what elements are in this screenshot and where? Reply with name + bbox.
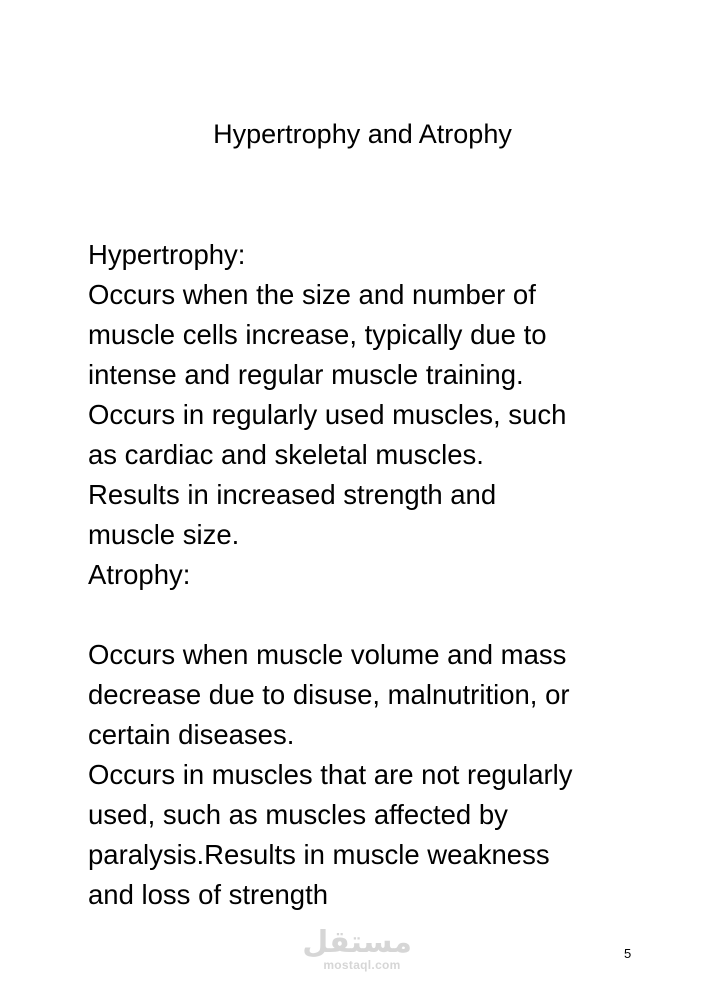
text-line: Occurs in muscles that are not regularly [88, 759, 573, 790]
page-title: Hypertrophy and Atrophy [213, 119, 512, 149]
text-line: muscle cells increase, typically due to [88, 319, 547, 350]
text-line: Occurs in regularly used muscles, such [88, 399, 567, 430]
section-heading-atrophy: Atrophy: [88, 559, 191, 590]
watermark-latin: mostaql.com [323, 958, 401, 972]
text-line: used, such as muscles affected by [88, 799, 508, 830]
text-line: muscle size. [88, 519, 240, 550]
text-line: certain diseases. [88, 719, 295, 750]
text-line: Results in increased strength and [88, 479, 497, 510]
section-heading-hypertrophy: Hypertrophy: [88, 239, 246, 270]
text-line: and loss of strength [88, 879, 329, 910]
text-line: paralysis.Results in muscle weakness [88, 839, 550, 870]
page-number: 5 [624, 946, 632, 961]
text-line: decrease due to disuse, malnutrition, or [88, 679, 570, 710]
text-line: as cardiac and skeletal muscles. [88, 439, 484, 470]
document-body [88, 235, 708, 915]
text-line: Occurs when the size and number of [88, 279, 536, 310]
mostaql-watermark [302, 925, 412, 972]
text-line: intense and regular muscle training. [88, 359, 524, 390]
text-line: Occurs when muscle volume and mass [88, 639, 567, 670]
watermark-arabic: مستقل [302, 925, 412, 960]
blank-line [88, 595, 708, 635]
